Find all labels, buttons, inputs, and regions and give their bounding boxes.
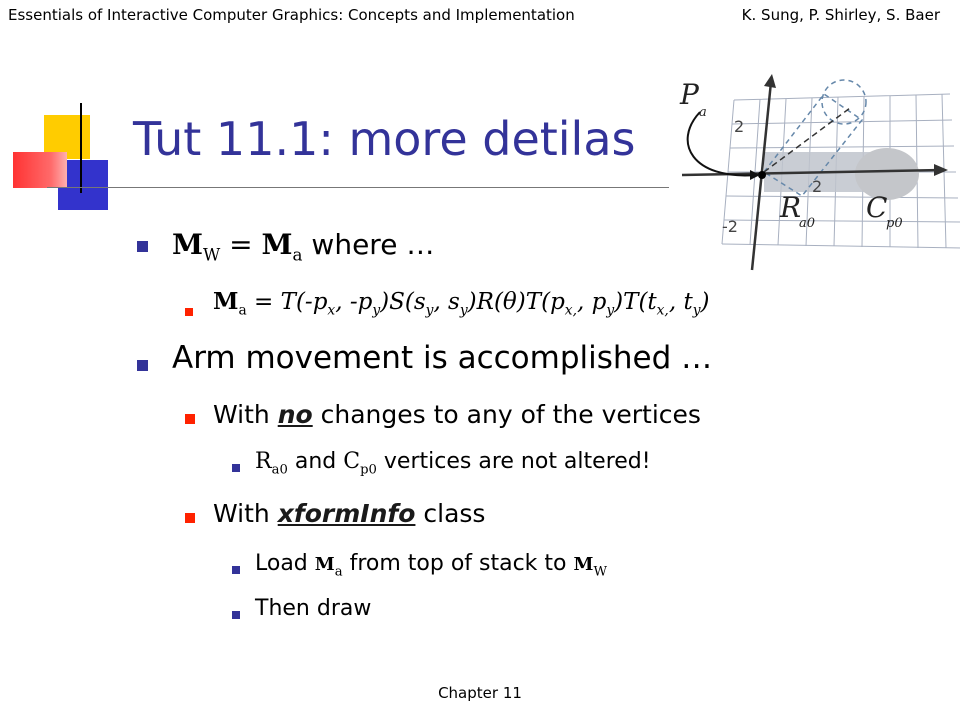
decor-red-square	[13, 152, 67, 188]
bullet-then-draw: Then draw	[255, 596, 372, 621]
load-pre: Load	[255, 551, 315, 576]
arm-figure	[672, 72, 960, 272]
bullet-marker	[232, 611, 240, 619]
mw-rest: where …	[302, 228, 435, 261]
xform-em: xformInfo	[277, 499, 416, 528]
title-underline	[47, 187, 669, 188]
label-pa: P	[680, 78, 699, 111]
mw-sub: W	[203, 244, 221, 265]
no-changes-em: no	[277, 400, 313, 429]
not-altered-text: vertices are not altered!	[376, 449, 651, 474]
bullet-ma-equation	[213, 288, 709, 319]
load-m-sub: a	[334, 564, 343, 580]
mw-m: M	[172, 228, 203, 261]
ra0-r: R	[255, 449, 272, 474]
tick-top: 2	[734, 117, 745, 136]
label-ra0: R	[780, 191, 802, 224]
ma-expression: $T(-p_x$, $-p_y)S(s_y$, $s_y)R(\theta)T(p_{x,}$, $p_y)T(t_{x,}$, $t_y$)	[280, 289, 710, 319]
label-ra0-sub: a0	[799, 216, 816, 231]
slide-header-authors: K. Sung, P. Shirley, S. Baer	[741, 6, 940, 24]
bullet-marker	[185, 513, 195, 523]
load-m: M	[314, 554, 335, 575]
ma-sub: a	[292, 244, 303, 265]
load-mid: from top of stack to	[342, 551, 574, 576]
load-mw-sub: W	[593, 564, 607, 580]
mw-eq: =	[220, 228, 262, 261]
no-changes-post: changes to any of the vertices	[312, 400, 701, 429]
cp0-sub: p0	[360, 462, 377, 478]
bullet-xforminfo	[213, 499, 485, 528]
decor-vertical-line	[80, 103, 82, 193]
label-pa-sub: a	[699, 105, 707, 120]
tick-mid: 2	[812, 177, 823, 196]
bullet-mw-equation	[172, 228, 434, 265]
slide-title: Tut 11.1: more detilas	[133, 112, 636, 166]
label-cp0: C	[866, 191, 888, 224]
bullet-vertices-not-altered	[255, 449, 651, 477]
bullet-load-ma	[255, 551, 607, 579]
bullet-no-changes	[213, 400, 701, 429]
ma-m: M	[261, 228, 293, 261]
bullet-marker	[185, 308, 193, 316]
bullet-marker	[232, 566, 240, 574]
and-text: and	[287, 449, 344, 474]
cp0-c: C	[343, 449, 361, 474]
bullet-arm-movement: Arm movement is accomplished …	[172, 340, 713, 376]
xform-pre: With	[213, 499, 278, 528]
ma-eq-sign: =	[246, 289, 281, 315]
ma-eq-sub: a	[238, 302, 247, 319]
slide-header-title: Essentials of Interactive Computer Graphics: Concepts and Implementation	[8, 6, 575, 24]
load-mw: M	[573, 554, 594, 575]
bullet-marker	[137, 241, 148, 252]
slide-footer-chapter: Chapter 11	[438, 684, 522, 702]
xform-post: class	[415, 499, 486, 528]
ra0-sub: a0	[271, 462, 288, 478]
bullet-marker	[232, 464, 240, 472]
tick-bottom: -2	[722, 217, 738, 236]
ma-eq-m: M	[213, 288, 239, 315]
bullet-marker	[137, 360, 148, 371]
bullet-marker	[185, 414, 195, 424]
label-cp0-sub: p0	[886, 216, 903, 231]
no-changes-pre: With	[213, 400, 278, 429]
arm-figure-svg	[672, 72, 960, 272]
